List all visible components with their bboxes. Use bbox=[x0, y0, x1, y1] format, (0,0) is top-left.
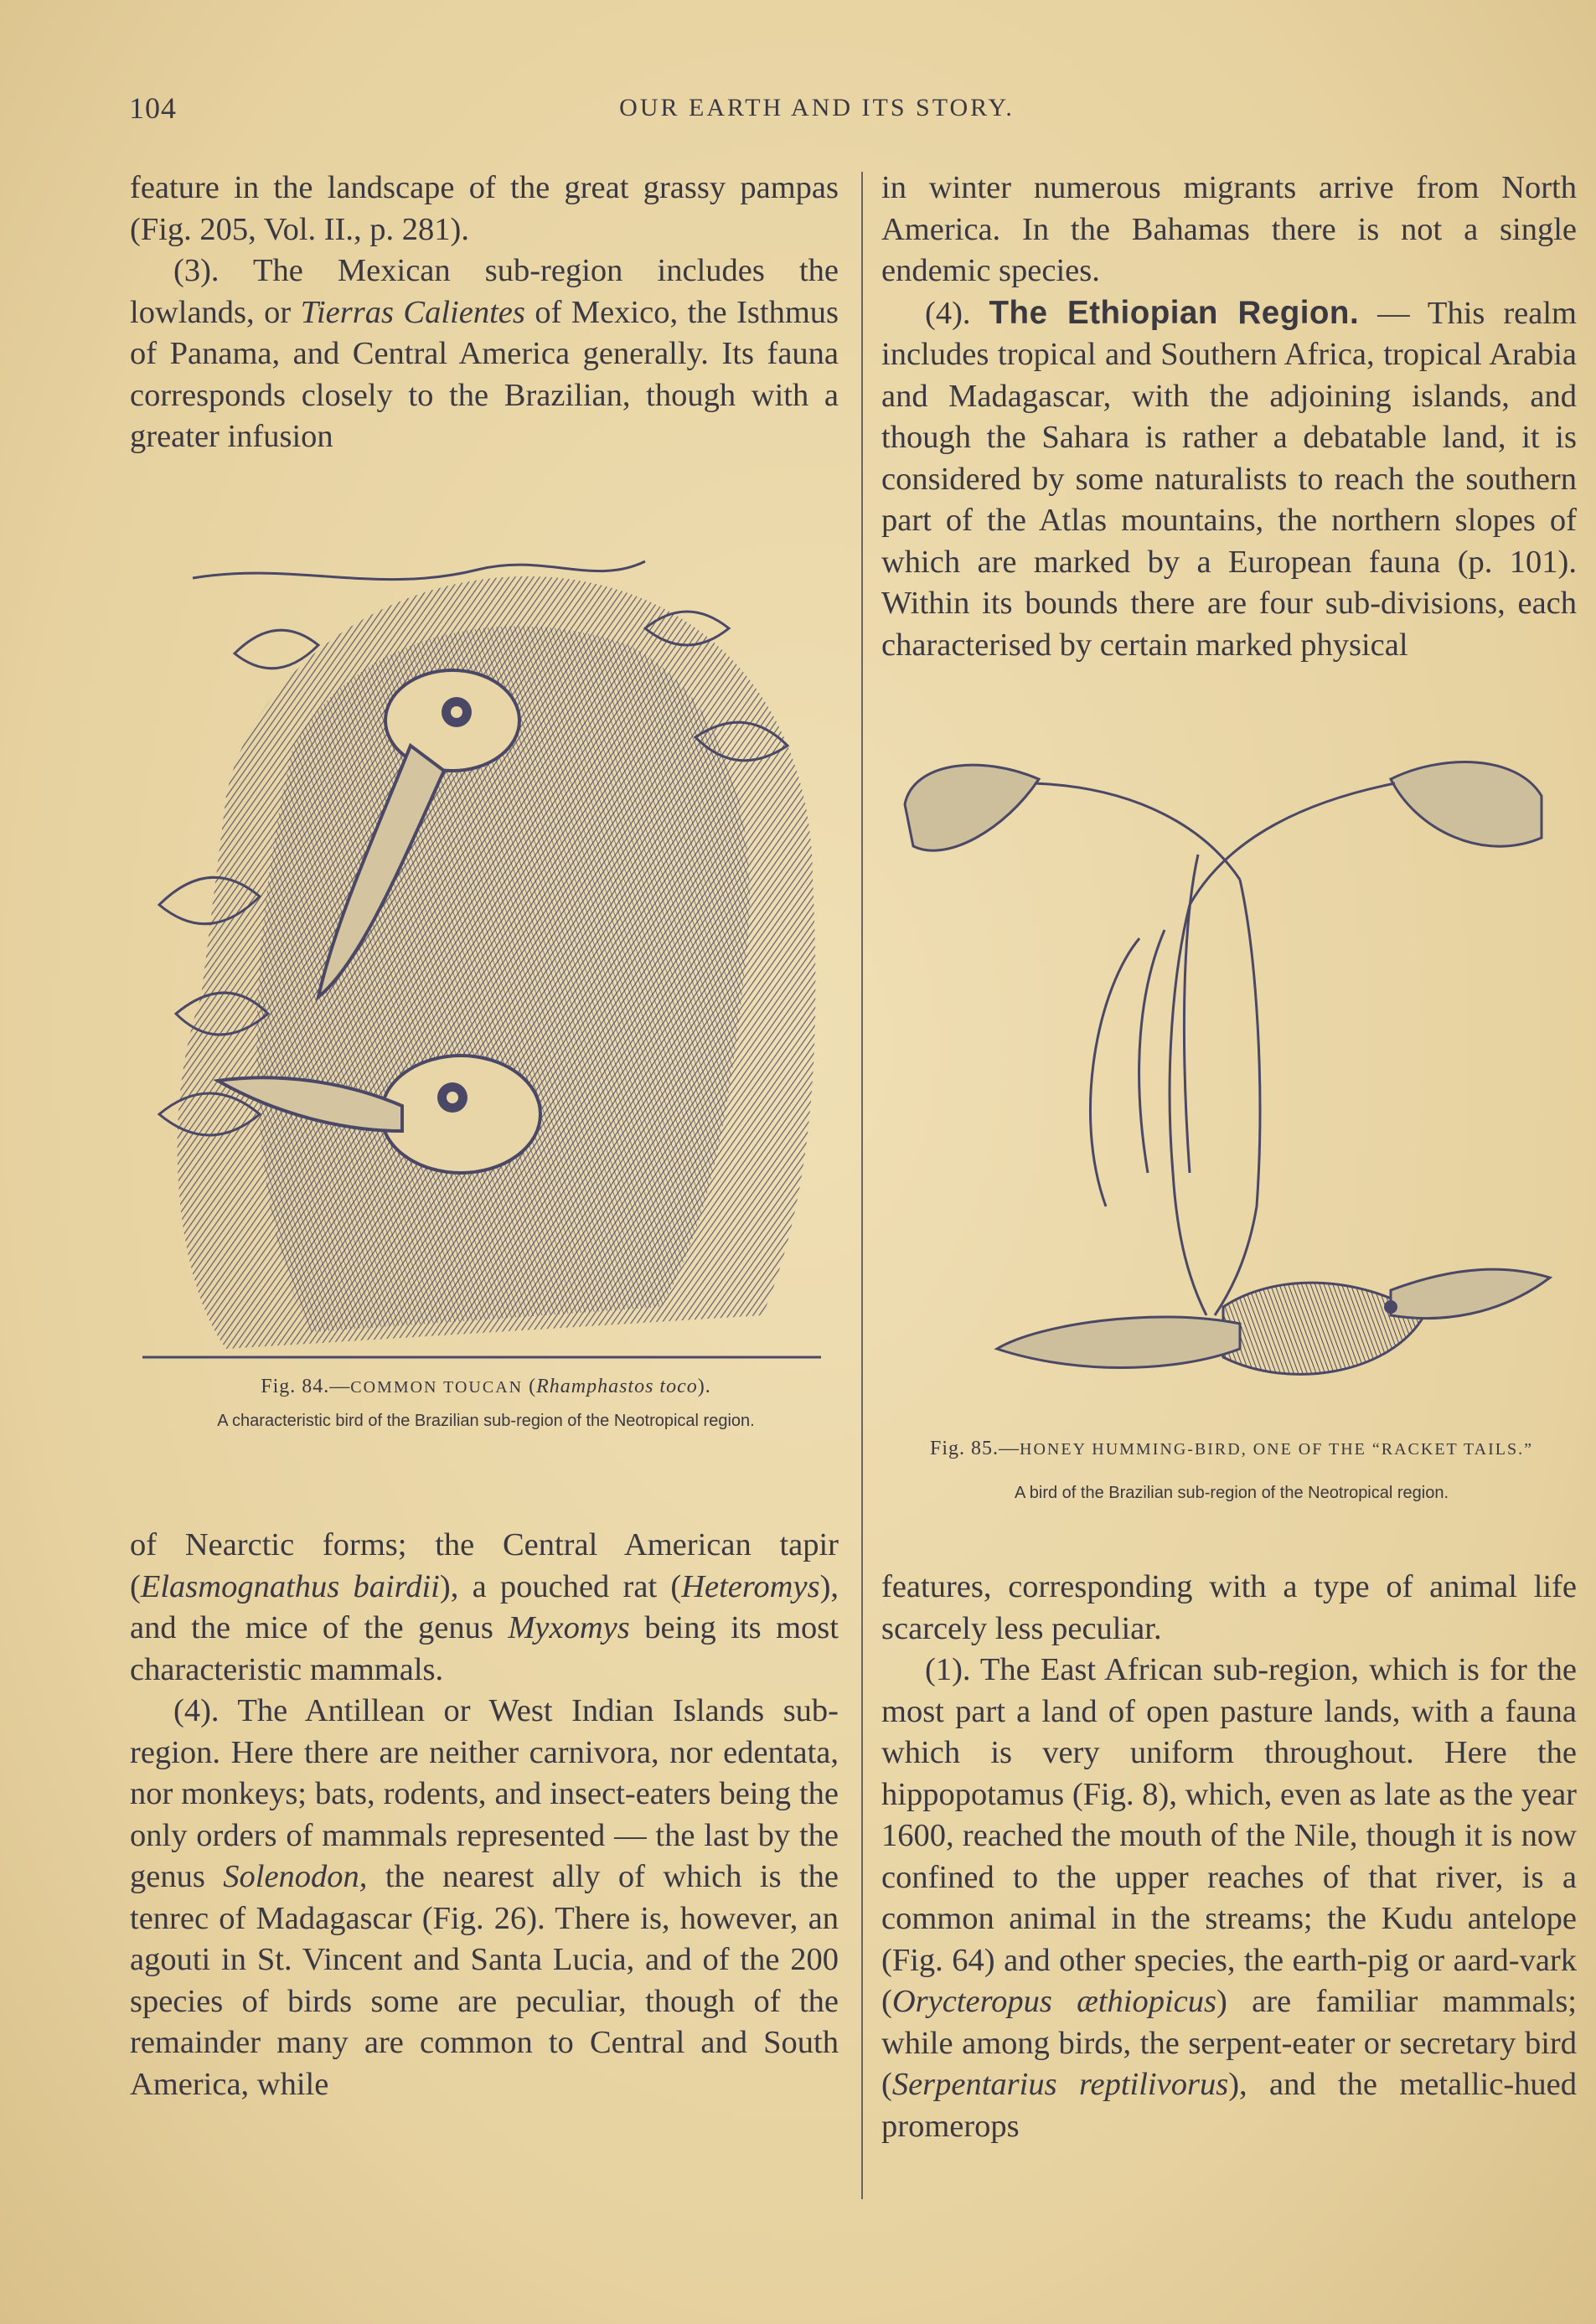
right-column-top bbox=[881, 168, 1577, 666]
toucan-engraving bbox=[126, 528, 846, 1366]
paragraph bbox=[881, 1650, 1577, 2147]
text-run: ), and the mice of the genus bbox=[130, 1568, 839, 1645]
text-run: ), a pouched rat ( bbox=[439, 1568, 682, 1604]
text-run: of Mexico, the Isthmus of Panama, and Central America generally. Its fauna corresponds closely to the Brazilian, though with a greater infusion bbox=[130, 294, 839, 454]
text-run: being its most characteristic mammals. bbox=[130, 1610, 839, 1687]
figure-84 bbox=[126, 528, 846, 1433]
text-run: (4). The Antillean or West Indian Islands sub-region. Here there are neither carnivora, nor edentata, nor monkeys; bats, rodents, and insect-eaters being the only orders of mammals represented — the last by the genus bbox=[130, 1693, 839, 1894]
section-heading: The Ethiopian Region. bbox=[989, 294, 1360, 331]
figure-latin-name: Rhamphastos toco bbox=[536, 1376, 698, 1397]
italic-run: Tierras Calientes bbox=[300, 294, 525, 330]
text-run: ) are familiar mammals; while among birds, the serpent-eater or secretary bird ( bbox=[881, 1984, 1577, 2102]
text-run: the nearest ally of which is the tenrec of Madagascar (Fig. 26). There is, however, an agouti in St. Vincent and Santa Lucia, and of the 200 species of birds some are peculiar, though of the remainder many are common to Central and South America, while bbox=[130, 1859, 839, 2102]
figure-85-caption bbox=[888, 1433, 1575, 1465]
text-run: (4). bbox=[925, 295, 971, 331]
figure-title: COMMON TOUCAN bbox=[350, 1378, 524, 1397]
figure-title: HONEY HUMMING-BIRD, ONE OF THE “RACKET TAILS.” bbox=[1020, 1440, 1533, 1459]
figure-85-subcaption: A bird of the Brazilian sub-region of the Neotropical region. bbox=[1014, 1484, 1449, 1502]
paragraph: feature in the landscape of the great grassy pampas (Fig. 205, Vol. II., p. 281). bbox=[130, 170, 839, 247]
figure-84-subcaption: A characteristic bird of the Brazilian sub-region of the Neotropical region. bbox=[217, 1412, 755, 1430]
text-run: ), and the metallic-hued promerops bbox=[881, 2067, 1577, 2144]
italic-run: Myxomys bbox=[508, 1610, 630, 1645]
figure-84-caption: Fig. 84.—COMMON TOUCAN (Rhamphastos toco). bbox=[261, 1376, 711, 1397]
text-run: of Nearctic forms; the Central American tapir ( bbox=[130, 1527, 839, 1604]
italic-run: Elasmognathus bairdii bbox=[140, 1568, 440, 1604]
column-rule bbox=[861, 172, 863, 2199]
text-run: — This realm includes tropical and Southern Africa, tropical Arabia and Madagascar, with the adjoining islands, and though the Sahara is rather a debatable land, it is considered by some naturalists to reach the southern part of the Atlas mountains, the northern slopes of which are marked by a European fauna (p. 101). Within its bounds there are four sub-divisions, each characterised by certain marked physical bbox=[881, 295, 1578, 663]
paragraph bbox=[130, 1525, 839, 1691]
italic-run: Orycteropus æthiopicus bbox=[891, 1984, 1217, 2019]
figure-label: Fig. 85.— bbox=[930, 1438, 1020, 1459]
paragraph: features, corresponding with a type of animal life scarcely less peculiar. bbox=[881, 1569, 1577, 1646]
text-run: (1). The East African sub-region, which is for the most part a land of open pasture lands, with a fauna which is very uniform throughout. Here the hippopotamus (Fig. 8), which, even as late as the year 1600, reached the mouth of the Nile, though it is now confined to the upper reaches of that river, is a common animal in the streams; the Kudu antelope (Fig. 64) and other species, the earth-pig or aard-vark ( bbox=[881, 1652, 1577, 2019]
paragraph bbox=[130, 250, 839, 458]
running-title: OUR EARTH AND ITS STORY. bbox=[619, 94, 1015, 121]
paragraph bbox=[130, 1691, 839, 2105]
paragraph bbox=[881, 292, 1577, 667]
left-column-bottom bbox=[130, 1525, 839, 2105]
italic-run: Serpentarius reptilivorus bbox=[891, 2067, 1229, 2102]
right-column-bottom bbox=[881, 1567, 1577, 2147]
italic-run: Solenodon, bbox=[223, 1859, 368, 1894]
paragraph: in winter numerous migrants arrive from North America. In the Bahamas there is not a single endemic species. bbox=[881, 170, 1577, 288]
hummingbird-engraving bbox=[888, 737, 1575, 1424]
left-column-top bbox=[130, 168, 839, 458]
text-run: (3). The Mexican sub-region includes the lowlands, or bbox=[130, 253, 839, 330]
figure-label: Fig. 84.— bbox=[261, 1376, 351, 1397]
figure-85 bbox=[888, 737, 1575, 1505]
running-head bbox=[126, 90, 1508, 132]
italic-run: Heteromys bbox=[681, 1568, 820, 1604]
page-number: 104 bbox=[129, 91, 177, 125]
